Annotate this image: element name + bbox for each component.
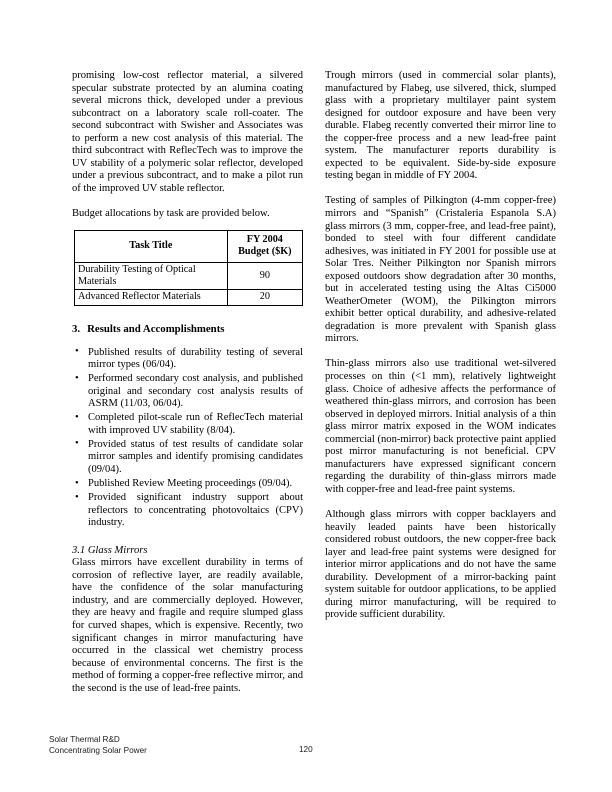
accomplishments-list	[72, 347, 303, 530]
budget-allocations-table	[74, 230, 303, 306]
cell-task-name: Advanced Reflector Materials	[75, 290, 228, 305]
list-item: • Provided significant industry support about reflectors to concentrating photovoltaics (CPV) industry.	[72, 492, 303, 530]
cell-task-name: Durability Testing of Optical Materials	[75, 262, 228, 289]
list-item: • Published Review Meeting proceedings (09/04).	[72, 478, 303, 491]
section-number: 3.	[72, 322, 81, 335]
budget-intro-text: Budget allocations by task are provided below.	[72, 207, 270, 219]
budget-header-line1: FY 2004	[246, 233, 283, 245]
table-header-row	[75, 230, 303, 262]
column-header-task-title: Task Title	[75, 230, 228, 262]
paragraph-continuation: promising low-cost reflector material, a silvered specular substrate protected by an alumina coating several microns thick, developed under a previous subcontract on a laboratory scale roll-coater. The second subcontract with Swisher and Associates was to perform a new cost analysis of this material. The third subcontract with ReflecTech was to improve the UV stability of a polymeric solar reflector, developed under a previous subcontract, and to make a pilot run of the improved UV stable reflector.	[72, 70, 303, 194]
list-item: • Provided status of test results of candidate solar mirror samples and identify promising candidates (09/04).	[72, 439, 303, 477]
page-number: 120	[299, 745, 313, 754]
column-header-fy2004-budget	[227, 230, 302, 262]
list-item: • Completed pilot-scale run of ReflecTech material with improved UV stability (8/04).	[72, 412, 303, 437]
section-title: Results and Accomplishments	[87, 322, 225, 335]
table-row	[75, 290, 303, 305]
subsection-heading-glass-mirrors: 3.1 Glass Mirrors	[72, 544, 148, 556]
list-item: • Performed secondary cost analysis, and published original and secondary cost analysis results of ASRM (11/03, 06/04).	[72, 373, 303, 411]
cell-task-budget: 20	[227, 290, 302, 305]
footer-line-solar-thermal: Solar Thermal R&D	[49, 735, 120, 744]
cell-task-budget: 90	[227, 262, 302, 289]
two-column-body	[72, 70, 556, 694]
footer-line-concentrating-solar-power: Concentrating Solar Power	[49, 745, 147, 755]
paragraph-trough-mirrors: Trough mirrors (used in commercial solar plants), manufactured by Flabeg, use silvered, thick, slumped glass with a proprietary multilayer paint system designed for outdoor exposure and have been very durable. Flabeg recently converted their mirror line to the copper-free process and a new lead-free paint system. The manufacturer reports durability is expected to be equivalent. Side-by-side exposure testing began in middle of FY 2004.	[325, 70, 556, 182]
list-item: • Published results of durability testing of several mirror types (06/04).	[72, 347, 303, 372]
page-footer	[49, 735, 147, 756]
paragraph-copper-backlayers: Although glass mirrors with copper backlayers and heavily leaded paints have been historically considered robust outdoors, the new copper-free back layer and lead-free paint systems were designed for interior mirror applications and do not have the same durability. Development of a mirror-backing paint system suitable for outdoor applications, to be applied during mirror manufacturing, will be required to provide sufficient durability.	[325, 509, 556, 621]
section-heading-results	[72, 323, 303, 336]
paragraph-pilkington-testing: Testing of samples of Pilkington (4-mm copper-free) mirrors and “Spanish” (Cristaleria Espanola S.A) glass mirrors (3 mm, copper-free, and lead-free paint), bonded to steel with four different candidate adhesives, was initiated in FY 2001 for possible use at Solar Tres. Neither Pilkington nor Spanish mirrors exposed outdoors show degradation after 30 months, but in accelerated testing using the Altas Ci5000 WeatherOmeter (WOM), the Pilkington mirrors exhibit better optical durability, and adhesive-related degradation is more prevalent with Spanish glass mirrors.	[325, 195, 556, 345]
left-column	[72, 70, 303, 695]
right-column	[325, 70, 556, 622]
paragraph-glass-mirrors: Glass mirrors have excellent durability in terms of corrosion of reflective layer, are readily available, have the confidence of the solar manufacturing industry, and are commercially deployed. However, they are heavy and fragile and require slumped glass for curved shapes, which is expensive. Recently, two significant changes in mirror manufacturing have occurred in the classical wet chemistry process because of environmental concerns. The first is the method of forming a copper-free reflective mirror, and the second is the use of lead-free paints.	[72, 557, 303, 694]
table-row	[75, 262, 303, 289]
budget-header-line2: Budget ($K)	[238, 245, 292, 257]
paragraph-thin-glass-mirrors: Thin-glass mirrors also use traditional wet-silvered processes on thin (<1 mm), relatively lightweight glass. Choice of adhesive affects the performance of weathered thin-glass mirrors, and corrosion has been observed in deployed mirrors. Initial analysis of a thin glass mirror matrix exposed in the WOM indicates commercial (non-mirror) back protective paint applied post mirror manufacturing is not beneficial. CPV manufacturers have expressed significant concern regarding the durability of thin-glass mirrors made with copper-free and lead-free paint systems.	[325, 358, 556, 495]
